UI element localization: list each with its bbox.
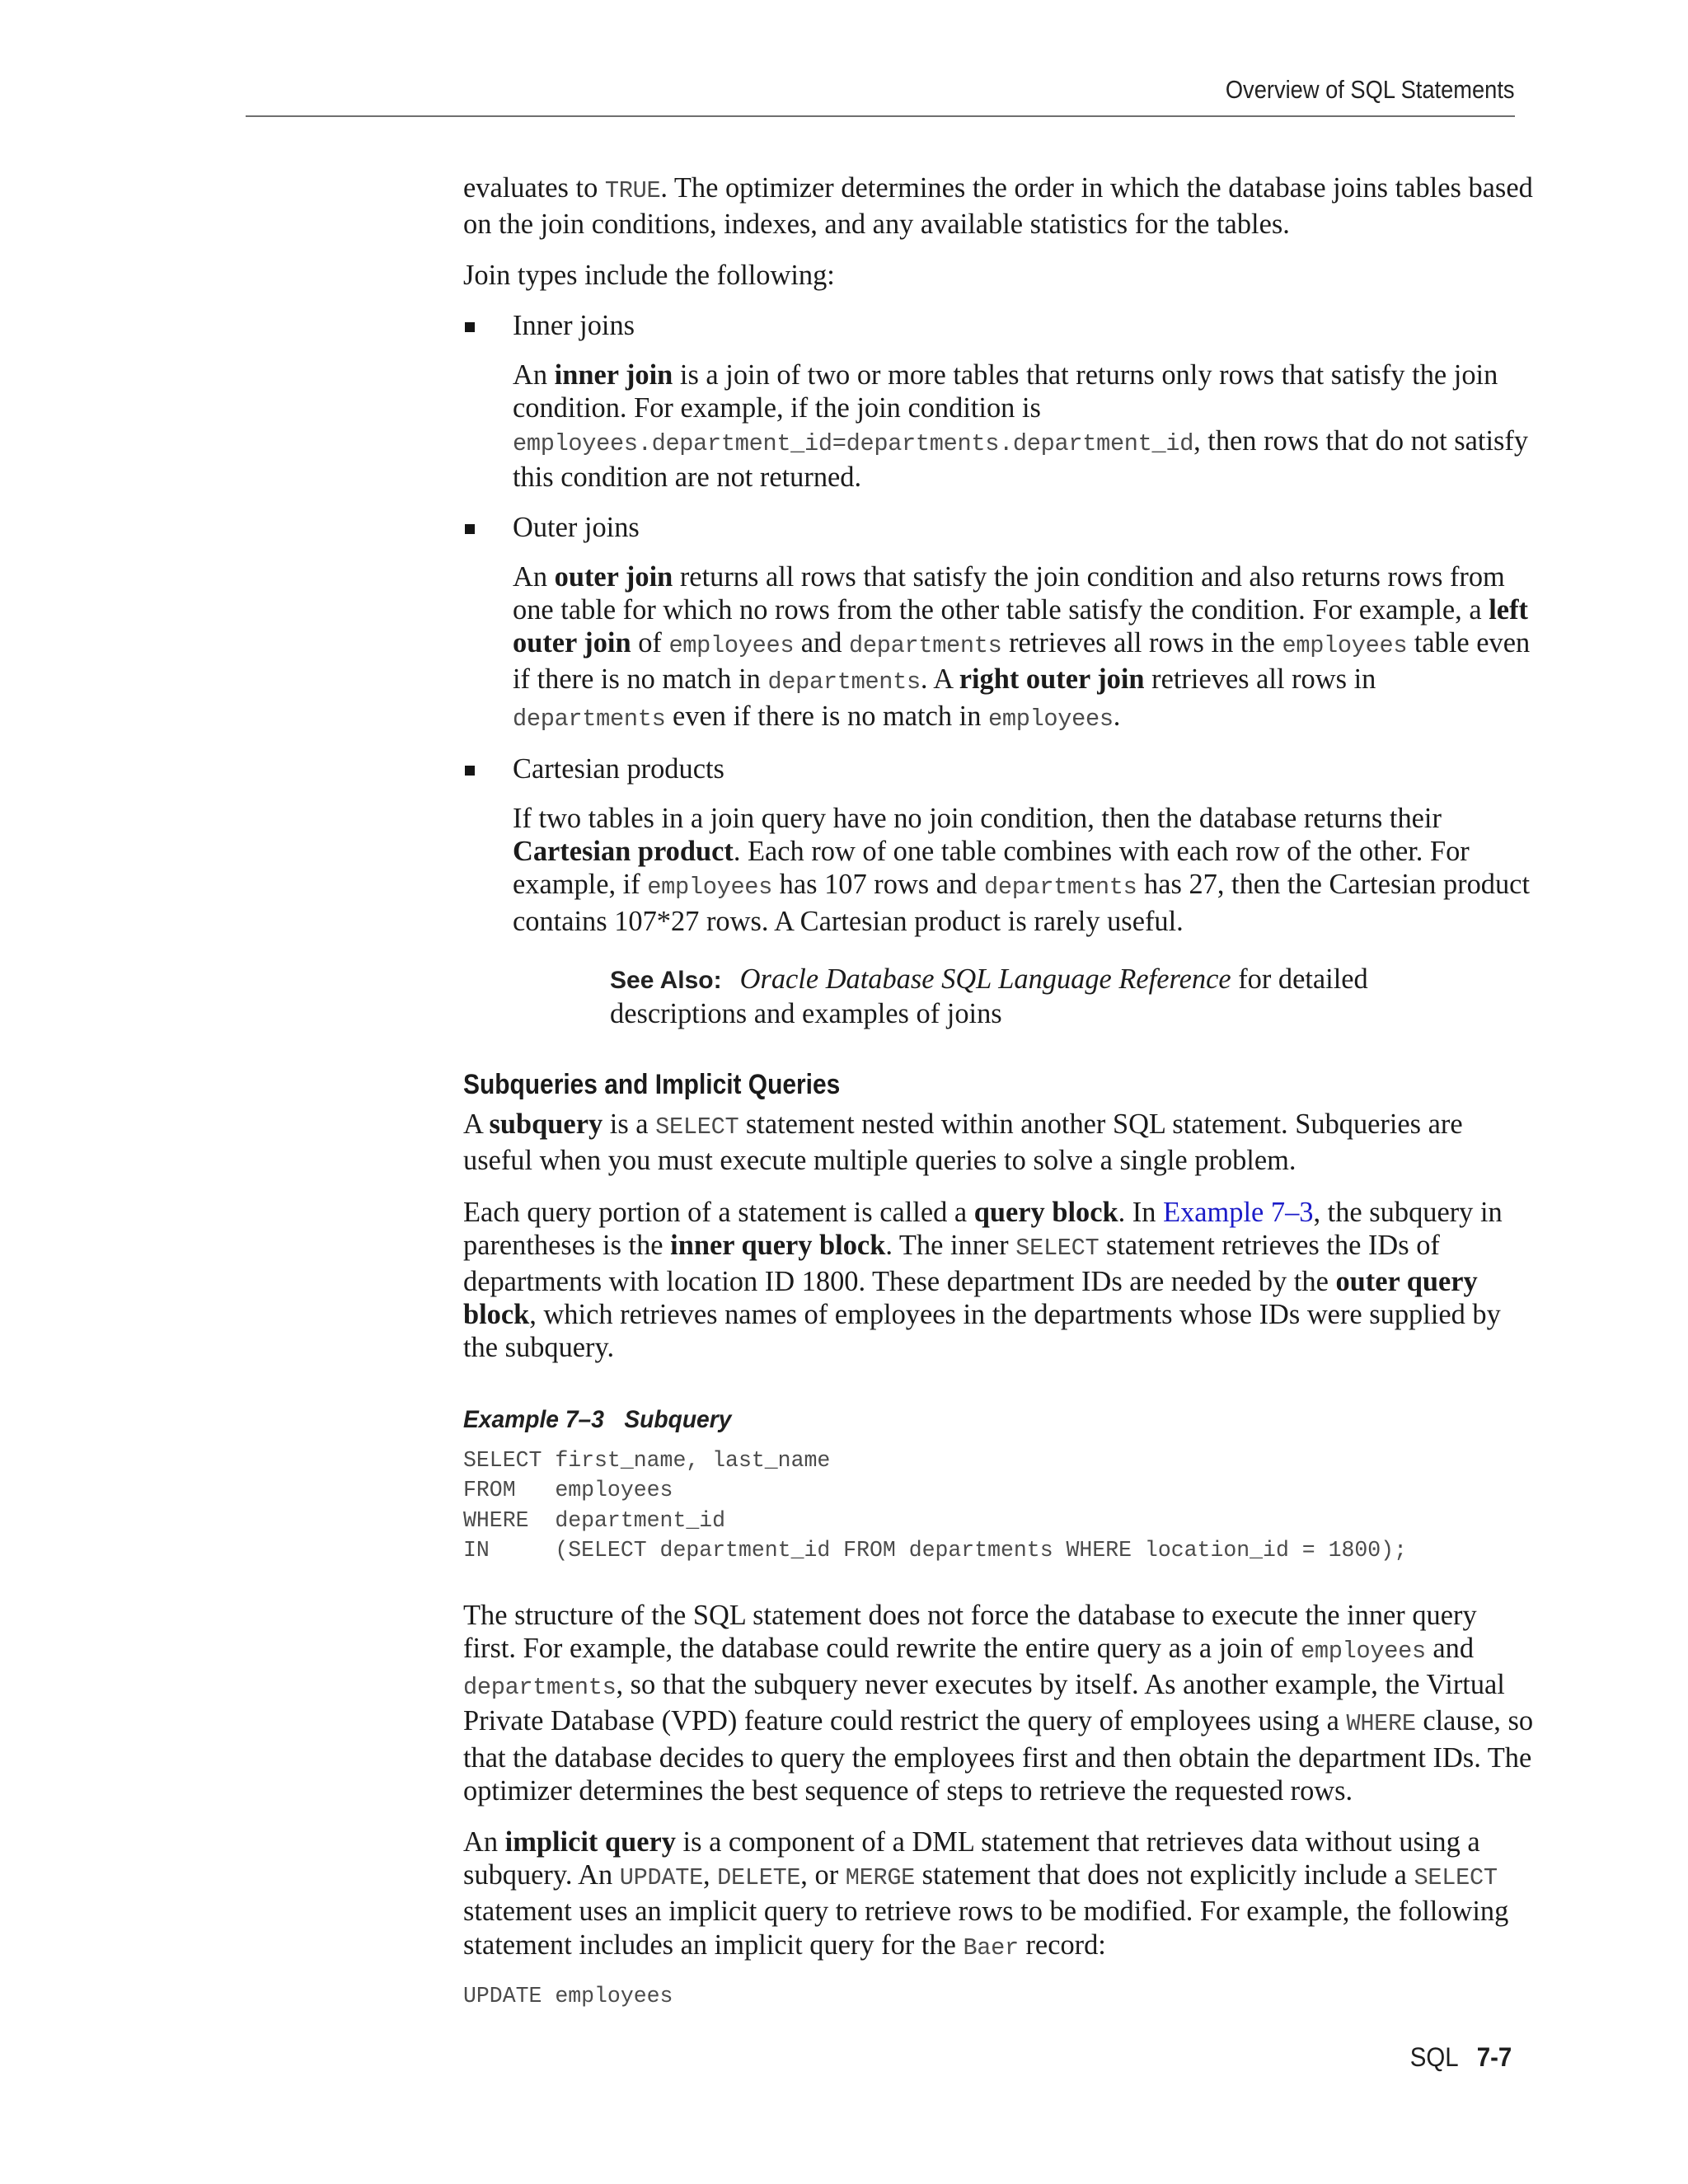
- text-run: . The optimizer determines the order in which the database joins tables based on the join conditions, indexes, and any available statistics for the tables.: [463, 172, 1533, 241]
- square-bullet-icon: [465, 322, 475, 332]
- code-literal: employees: [647, 874, 773, 902]
- code-literal: employees: [668, 632, 795, 660]
- subquery-paragraph-1: [463, 1108, 1535, 1177]
- text-run: statement that does not explicitly include a: [915, 1859, 1414, 1891]
- page-header: [246, 73, 1515, 117]
- text-run: . Each row of one table combines with each row of the other. For example, if: [513, 836, 1470, 901]
- text-run: . The inner: [885, 1229, 1016, 1261]
- term-bold: implicit query: [504, 1825, 676, 1858]
- explanation-paragraph-1: [463, 1599, 1535, 1807]
- square-bullet-icon: [465, 766, 475, 776]
- example-name: Subquery: [624, 1405, 732, 1433]
- code-literal: MERGE: [845, 1864, 916, 1892]
- term-bold: Cartesian product: [513, 836, 734, 868]
- intro-paragraph-1: [463, 171, 1535, 241]
- page-content: [463, 171, 1535, 2011]
- text-run: and: [1425, 1632, 1475, 1664]
- text-run: If two tables in a join query have no join condition, then the database returns their: [513, 803, 1442, 835]
- text-run: statement uses an implicit query to retrieve rows to be modified. For example, the following statement includes an implicit query for the: [463, 1896, 1509, 1961]
- code-literal: SELECT: [1414, 1864, 1498, 1892]
- example-title: [463, 1406, 1470, 1434]
- text-run: is a: [603, 1108, 656, 1141]
- text-run: table even if there is no match in: [513, 627, 1531, 696]
- code-literal: departments: [767, 668, 921, 696]
- join-types-list: [463, 309, 1535, 1031]
- text-run: A: [463, 1108, 490, 1141]
- text-run: statement nested within another SQL statement. Subqueries are useful when you must execute multiple queries to solve a single problem.: [463, 1108, 1463, 1177]
- text-run: ,: [702, 1859, 718, 1891]
- footer-section-name: SQL: [1409, 2042, 1459, 2072]
- see-also-label: See Also:: [610, 966, 722, 994]
- text-run: . A: [920, 663, 959, 696]
- list-item-label: Inner joins: [513, 309, 635, 341]
- list-item-body: [513, 802, 1535, 938]
- text-run: The structure of the SQL statement does not force the database to execute the inner query first. For example, the database could rewrite the entire query as a join of: [463, 1599, 1477, 1664]
- term-bold: left outer join: [513, 594, 1528, 659]
- list-item-label: Cartesian products: [513, 752, 724, 785]
- text-run: is a component of a DML statement that retrieves data without using a subquery. An: [463, 1825, 1480, 1891]
- code-literal: SELECT: [655, 1113, 739, 1141]
- code-literal: departments: [463, 1674, 617, 1702]
- text-run: , then rows that do not satisfy this condition are not returned.: [513, 425, 1529, 494]
- text-run: of: [631, 627, 669, 659]
- code-example-subquery: SELECT first_name, last_name FROM employees WHERE department_id IN (SELECT department_id FROM departments WHERE location_id = 1800);: [463, 1447, 1407, 1563]
- text-run: Each query portion of a statement is called a: [463, 1196, 974, 1228]
- term-bold: inner join: [554, 359, 673, 391]
- code-literal: DELETE: [717, 1864, 801, 1892]
- term-bold: query block: [973, 1196, 1118, 1228]
- text-run: has 27, then the Cartesian product contains 107*27 rows. A Cartesian product is rarely useful.: [513, 869, 1531, 937]
- text-run: record:: [1018, 1929, 1106, 1961]
- code-literal: UPDATE: [619, 1864, 703, 1892]
- text-run: returns all rows that satisfy the join condition and also returns rows from one table for which no rows from the other table satisfy the condition. For example, a: [513, 560, 1505, 626]
- text-run: An: [463, 1825, 505, 1858]
- text-run: retrieves all rows in the: [1001, 627, 1282, 659]
- text-run: and: [794, 627, 850, 659]
- text-run: has 107 rows and: [772, 869, 984, 901]
- see-also-note: [610, 963, 1434, 1030]
- text-run: , or: [800, 1859, 846, 1891]
- subquery-paragraph-2: [463, 1196, 1535, 1365]
- text-run: An: [513, 560, 555, 593]
- code-literal: employees.department_id=departments.department_id: [513, 430, 1194, 458]
- example-link[interactable]: Example 7–3: [1163, 1196, 1314, 1228]
- code-literal: employees: [1301, 1637, 1426, 1665]
- text-run: evaluates to: [463, 172, 605, 204]
- intro-paragraph-2: Join types include the following:: [463, 260, 835, 292]
- term-bold: subquery: [489, 1108, 603, 1141]
- term-bold: outer join: [554, 560, 673, 593]
- text-run: , the subquery in parentheses is the: [463, 1196, 1503, 1261]
- code-literal: Baer: [963, 1933, 1019, 1961]
- code-literal: SELECT: [1015, 1234, 1100, 1262]
- code-example-update: UPDATE employees: [463, 1983, 673, 2008]
- text-run: , so that the subquery never executes by itself. As another example, the Virtual Private Database (VPD) feature could restrict the query of employees using a: [463, 1669, 1505, 1737]
- text-run: retrieves all rows in: [1144, 663, 1376, 696]
- code-literal: TRUE: [604, 177, 661, 204]
- list-item-cartesian-products: [463, 752, 1535, 1030]
- term-bold: inner query block: [670, 1229, 886, 1261]
- text-run: .: [1113, 700, 1121, 732]
- text-run: . In: [1118, 1196, 1164, 1228]
- section-heading: Subqueries and Implicit Queries: [463, 1069, 841, 1101]
- example-number: Example 7–3: [463, 1405, 604, 1433]
- text-run: even if there is no match in: [665, 700, 988, 732]
- text-run: is a join of two or more tables that returns only rows that satisfy the join condition. For example, if the join condition is: [513, 359, 1498, 424]
- list-item-outer-joins: [463, 511, 1535, 736]
- term-bold: right outer join: [959, 663, 1145, 696]
- code-literal: employees: [988, 705, 1114, 733]
- list-item-body: [513, 560, 1535, 736]
- text-run: clause, so that the database decides to query the employees first and then obtain the department IDs. The optimizer determines the best sequence of steps to retrieve the requested rows.: [463, 1705, 1534, 1807]
- text-run: , which retrieves names of employees in the departments whose IDs were supplied by the subquery.: [463, 1299, 1501, 1364]
- page-footer: [1409, 2042, 1512, 2073]
- running-header-title: Overview of SQL Statements: [1226, 75, 1515, 104]
- see-also-reference-title: Oracle Database SQL Language Reference: [739, 963, 1231, 995]
- see-also-text: for detailed descriptions and examples of joins: [610, 963, 1368, 1030]
- text-run: statement retrieves the IDs of departments with location ID 1800. These department IDs are needed by the: [463, 1229, 1440, 1298]
- code-literal: departments: [983, 874, 1137, 902]
- list-item-label: Outer joins: [513, 511, 640, 543]
- implicit-query-paragraph: [463, 1825, 1535, 1965]
- page-number: 7-7: [1476, 2042, 1512, 2072]
- term-bold: outer query block: [463, 1266, 1478, 1331]
- code-literal: departments: [513, 705, 666, 733]
- list-item-body: [513, 359, 1535, 494]
- list-item-inner-joins: [463, 309, 1535, 494]
- code-literal: departments: [849, 632, 1002, 660]
- code-literal: WHERE: [1346, 1710, 1416, 1738]
- square-bullet-icon: [465, 524, 475, 534]
- code-literal: employees: [1282, 632, 1408, 660]
- text-run: An: [513, 359, 555, 391]
